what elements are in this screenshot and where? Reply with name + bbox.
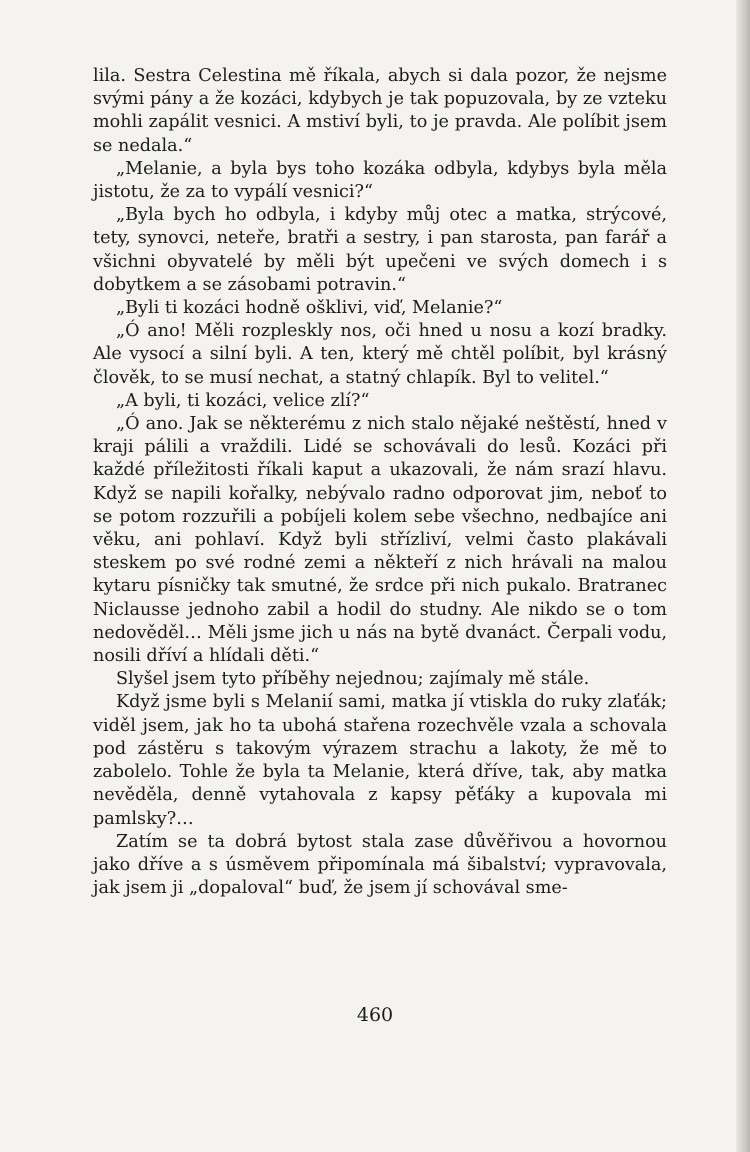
paragraph: Když jsme byli s Melanií sami, matka jí vtiskla do ruky zlaťák; viděl jsem, jak ho ta ubohá stařena rozechvěle vzala a schovala pod zástěru s takovým výrazem strachu a lakoty, že mě to zabolelo. Tohle že byla ta Melanie, která dříve, tak, aby matka nevěděla, denně vytahovala z kapsy pěťáky a kupovala mi pamlsky?…	[93, 692, 667, 829]
paragraph: „Byli ti kozáci hodně ošklivi, viď, Melanie?“	[116, 298, 503, 319]
paragraph: „Ó ano! Měli rozpleskly nos, oči hned u nosu a kozí bradky. Ale vysocí a silní byli. A ten, který mě chtěl políbit, byl krásný člověk, to se musí nechat, a statný chlapík. Byl to velitel.“	[93, 321, 667, 388]
paragraph: „Ó ano. Jak se některému z nich stalo nějaké neštěstí, hned v kraji pálili a vraždili. Lidé se schovávali do lesů. Kozáci při každé příležitosti říkali kaput a ukazovali, že nám srazí hlavu. Když se napili kořalky, nebývalo radno odporovat jim, neboť to se potom rozzuřili a pobíjeli kolem sebe všechno, nedbajíce ani věku, ani pohlaví. Když byli střízliví, velmi často plakávali steskem po své rodné zemi a někteří z nich hrávali na malou kytaru písničky tak smutné, že srdce při nich pukalo. Bratranec Niclausse jednoho zabil a hodil do studny. Ale nikdo se o tom nedověděl… Měli jsme jich u nás na bytě dvanáct. Čerpali vodu, nosili dříví a hlídali děti.“	[93, 414, 667, 667]
paragraph: Slyšel jsem tyto příběhy nejednou; zajímaly mě stále.	[116, 669, 590, 690]
paragraph: „Byla bych ho odbyla, i kdyby můj otec a matka, strýcové, tety, synovci, neteře, bratři a sestry, i pan starosta, pan farář a všichni obyvatelé by měli být upečeni ve svých domech i s dobytkem a se zásobami potravin.“	[93, 205, 667, 295]
paragraph: lila. Sestra Celestina mě říkala, abych si dala pozor, že nejsme svými pány a že kozáci, kdybych je tak popuzovala, by ze vzteku mohli zapálit vesnici. A mstiví byli, to je pravda. Ale políbit jsem se nedala.“	[93, 66, 667, 156]
paragraph: Zatím se ta dobrá bytost stala zase důvěřivou a hovornou jako dříve a s úsměvem připomínala má šibalství; vypravovala, jak jsem ji „dopaloval“ buď, že jsem jí schovával sme-	[93, 831, 667, 899]
body-text	[93, 65, 667, 900]
paragraph: „A byli, ti kozáci, velice zlí?“	[116, 390, 370, 411]
paragraph: „Melanie, a byla bys toho kozáka odbyla, kdybys byla měla jistotu, že za to vypálí vesnici?“	[93, 158, 667, 203]
page-number: 460	[356, 1004, 394, 1026]
page-edge	[736, 0, 750, 1152]
